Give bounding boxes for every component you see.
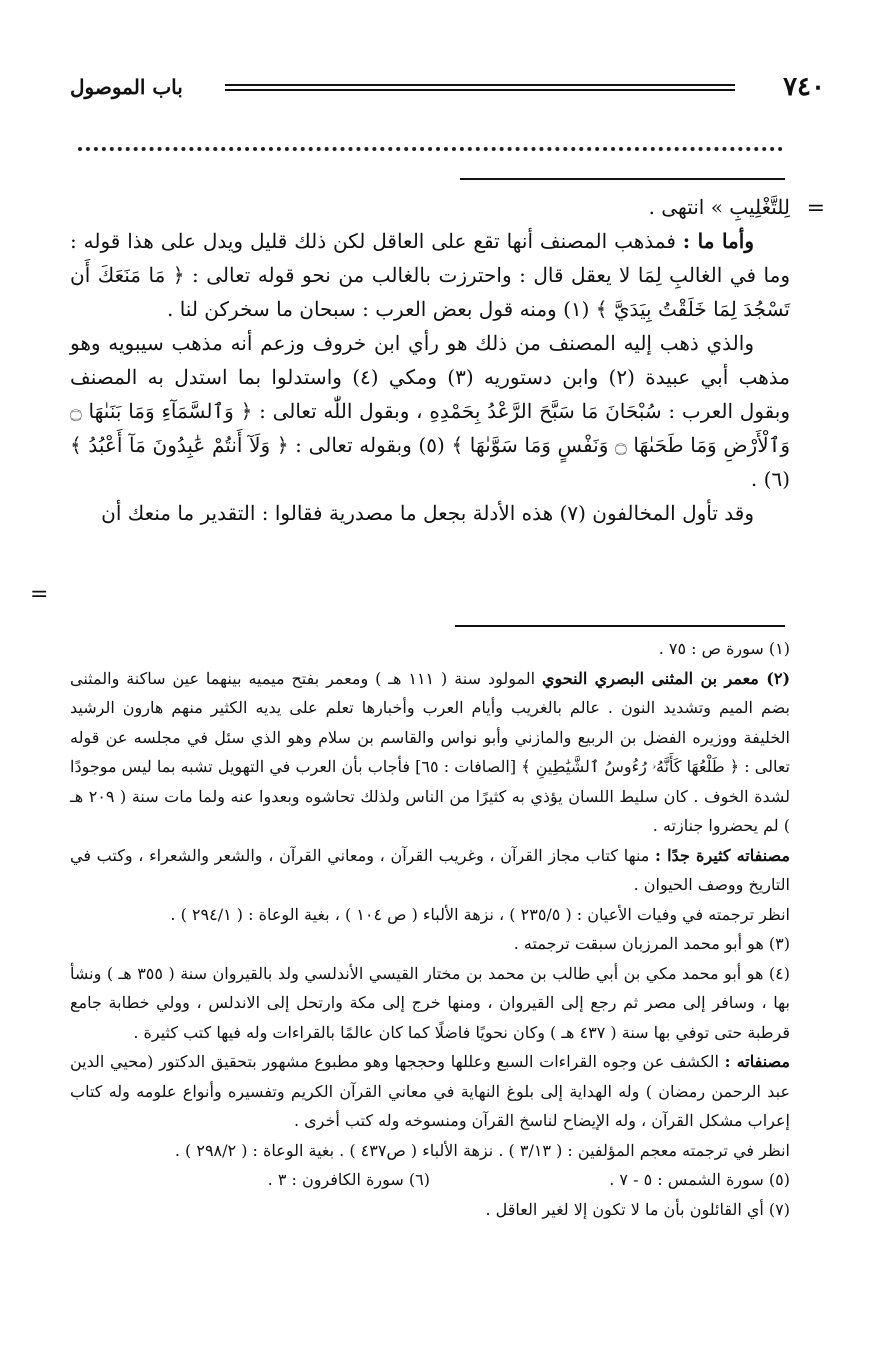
dotted-separator: [78, 147, 783, 151]
footnote-3: (٣) هو أبو محمد المرزبان سبقت ترجمته .: [513, 934, 790, 953]
paragraph-2-lead: وأما ما :: [682, 229, 754, 253]
chapter-title: باب الموصول: [70, 75, 183, 99]
footnote-2-refs: انظر ترجمته في وفيات الأعيان : ( ٢٣٥/٥ ) ، نزهة الألباء ( ص ١٠٤ ) ، بغية الوعاة : ( ٢٩٤/١ ) .: [170, 904, 790, 924]
footnote-4-refs: انظر في ترجمته معجم المؤلفين : ( ٣/١٣ ) . نزهة الألباء ( ص٤٣٧ ) . بغية الوعاة : ( ٢٩٨/٢ ) .: [174, 1140, 790, 1160]
continuation-start-mark: =: [806, 196, 825, 221]
page-number: ٧٤٠: [783, 72, 825, 102]
footnote-6: (٦) سورة الكافرون : ٣ .: [267, 1170, 430, 1189]
footnote-4-works-head: مصنفاته :: [724, 1052, 790, 1071]
paragraph-4: وقد تأول المخالفون (٧) هذه الأدلة بجعل ما مصدرية فقالوا : التقدير ما منعك أن: [101, 501, 754, 525]
paragraph-3: والذي ذهب إليه المصنف من ذلك هو رأي ابن خروف وزعم أنه مذهب سيبويه وهو مذهب أبي عبيدة (٢) وابن دستوريه (٣) ومكي (٤) واستدلوا بما استدل به المصنف وبقول العرب : سُبْحَانَ مَا سَبَّحَ الرَّعْدُ بِحَمْدِهِ ، وبقول اللّٰه تعالى : ﴿ وَٱلسَّمَآءِ وَمَا بَنَىٰهَا ۝ وَٱلْأَرْضِ وَمَا طَحَىٰهَا ۝ وَنَفْسٍ وَمَا سَوَّىٰهَا ﴾ (٥) وبقوله تعالى : ﴿ وَلَآ أَنتُمْ عَٰبِدُونَ مَآ أَعْبُدُ ﴾ (٦) .: [70, 331, 791, 491]
footnote-7: (٧) أي القائلون بأن ما لا تكون إلا لغير العاقل .: [485, 1199, 790, 1219]
footnotes: [70, 634, 790, 1224]
page-header: [70, 70, 825, 104]
footnote-2-works-head: مصنفاته كثيرة جدًا :: [655, 845, 790, 865]
header-rule: [225, 84, 735, 91]
paragraph-1: لِلتَّغْلِيبِ » انتهى .: [648, 195, 790, 219]
footnote-2: [70, 664, 790, 841]
footnote-4-works: [70, 1047, 790, 1136]
footnote-2-head: (٢) معمر بن المثنى البصري النحوي: [542, 668, 791, 688]
footnote-1: (١) سورة ص : ٧٥ .: [658, 639, 790, 658]
footnote-2-works-text: منها كتاب مجاز القرآن ، وغريب القرآن ، ومعاني القرآن ، والشعر والشعراء ، وكتب في التاريخ ووصف الحيوان .: [70, 845, 790, 894]
footnote-5: (٥) سورة الشمس : ٥ - ٧ .: [609, 1170, 790, 1189]
footnote-rule: [455, 625, 785, 627]
footnote-2-works: [70, 841, 790, 900]
footnote-2-body: المولود سنة ( ١١١ هـ ) ومعمر بفتح ميميه بينهما عين ساكنة والمثنى بضم الميم وتشديد النون . عالم بالغريب وأيام العرب وأخبارها تعلم على يديه الكثير منهم هارون الرشيد الخليفة ووزيره الفضل بن الربيع والمازني وأبو نواس والقاسم بن سلام وهو الذي سئل في مجلسه عن قوله تعالى : ﴿ طَلْعُهَا كَأَنَّهُۥ رُءُوسُ ٱلشَّيَٰطِينِ ﴾ [الصافات : ٦٥] فأجاب بأن العرب في التهويل تشبه بما ليس موجودًا لشدة الخوف . كان سليط اللسان يؤذي به كثيرًا من الناس ولذلك تحاشوه وبعدوا عنه ولما مات سنة ( ٢٠٩ هـ ) لم يحضروا جنازته .: [70, 668, 791, 835]
continuation-rule: [460, 178, 785, 180]
continuation-end-mark: =: [30, 582, 49, 607]
footnote-5-6-row: [70, 1165, 790, 1195]
footnote-4: (٤) هو أبو محمد مكي بن أبي طالب بن محمد بن مختار القيسي الأندلسي ولد بالقيروان سنة ( ٣٥٥ هـ ) ونشأ بها ، وسافر إلى مصر ثم رجع إلى القيروان ، ومنها خرج إلى مكة وارتحل إلى الاندلس ، وولي خطابة جامع قرطبة حتى توفي بها سنة ( ٤٣٧ هـ ) وكان نحويًا فاضلًا كما كان عالمًا بالقراءات وله فيها كتب كثيرة .: [70, 963, 791, 1042]
paragraph-2-text: فمذهب المصنف أنها تقع على العاقل لكن ذلك قليل ويدل على هذا قوله : وما في الغالبِ لِمَا لا يعقل قال : واحترزت بالغالب من نحو قوله تعالى : ﴿ مَا مَنَعَكَ أَن تَسْجُدَ لِمَا خَلَقْتُ بِيَدَيَّ ﴾ (١) ومنه قول بعض العرب : سبحان ما سخركن لنا .: [70, 229, 790, 321]
paragraph-2: [70, 224, 790, 326]
footnote-4-works-text: الكشف عن وجوه القراءات السبع وعللها وحججها وهو مطبوع مشهور بتحقيق الدكتور (محيي الدين عبد الرحمن رمضان ) وله الهداية إلى بلوغ النهاية في معاني القرآن الكريم وتفسيره وأنواع علومه وله كتاب إعراب مشكل القرآن ، وله الإيضاح لناسخ القرآن ومنسوخه وله كتب أخرى .: [70, 1052, 790, 1130]
main-text: [70, 190, 790, 530]
